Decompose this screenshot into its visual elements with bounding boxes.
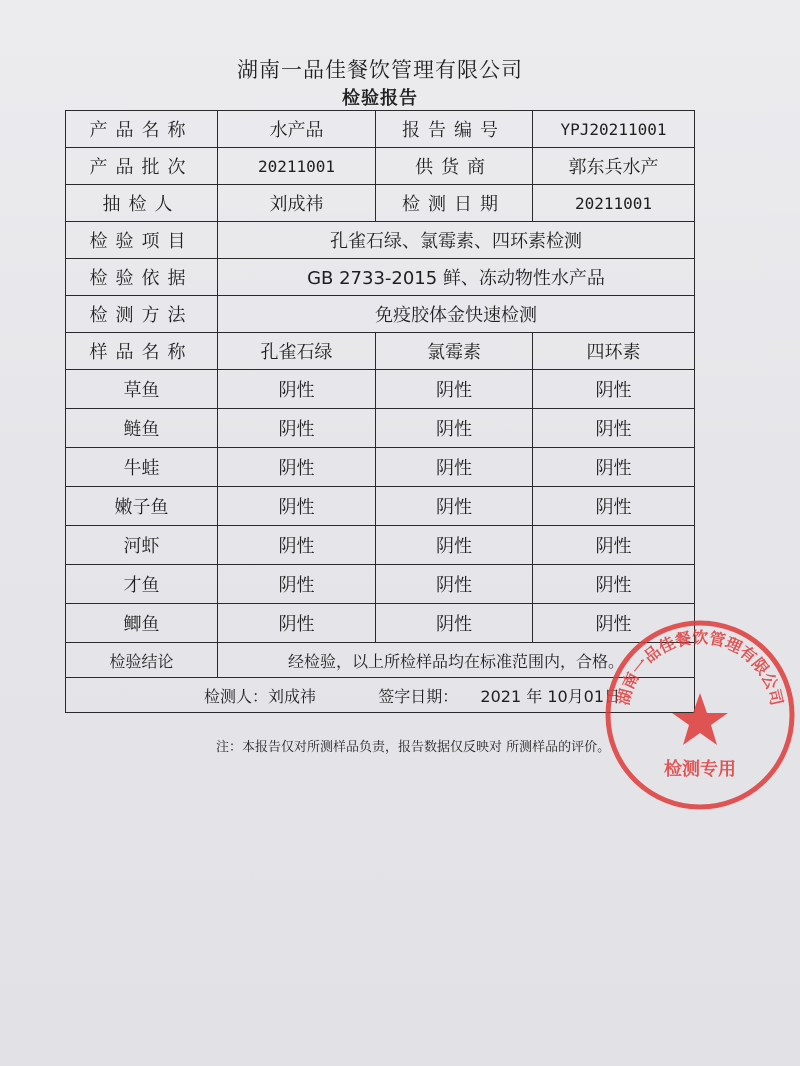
- malachite-green-result: 阴性: [218, 409, 376, 448]
- seal-center-text: 检测专用: [664, 759, 736, 780]
- malachite-green-result: 阴性: [218, 604, 376, 643]
- signature-row: [66, 678, 695, 713]
- sample-name: 才鱼: [66, 565, 218, 604]
- conclusion-label: 检验结论: [66, 643, 218, 678]
- supplier-label: 供货商: [376, 148, 533, 185]
- signature-cell: [66, 678, 695, 713]
- info-row: [66, 148, 695, 185]
- info-row: [66, 222, 695, 259]
- tetracycline-result: 阴性: [533, 526, 695, 565]
- report-no-value: YPJ20211001: [533, 111, 695, 148]
- tetracycline-result: 阴性: [533, 487, 695, 526]
- malachite-green-result: 阴性: [218, 487, 376, 526]
- document-title: 检验报告: [342, 88, 418, 109]
- batch-label: 产品批次: [66, 148, 218, 185]
- malachite-green-result: 阴性: [218, 526, 376, 565]
- inspector-label: 抽检人: [66, 185, 218, 222]
- supplier-value: 郭东兵水产: [533, 148, 695, 185]
- report-note: 注：本报告仅对所测样品负责，报告数据仅反映对 所测样品的评价。: [216, 740, 611, 755]
- malachite-green-result: 阴性: [218, 565, 376, 604]
- table-row: [66, 370, 695, 409]
- chloramphenicol-result: 阴性: [376, 487, 533, 526]
- malachite-green-result: 阴性: [218, 370, 376, 409]
- seal-ring-text: 湖南一品佳餐饮管理有限公司: [613, 627, 787, 708]
- method-value: 免疫胶体金快速检测: [218, 296, 695, 333]
- chloramphenicol-header: 氯霉素: [376, 333, 533, 370]
- test-date-label: 检测日期: [376, 185, 533, 222]
- sign-date-value: 2021 年 10月01日: [480, 686, 621, 706]
- company-name: 湖南一品佳餐饮管理有限公司: [237, 58, 523, 82]
- sample-name-header: 样品名称: [66, 333, 218, 370]
- tetracycline-result: 阴性: [533, 565, 695, 604]
- method-label: 检测方法: [66, 296, 218, 333]
- sign-date-label: 签字日期：: [378, 686, 459, 706]
- inspector-value: 刘成祎: [218, 185, 376, 222]
- results-header-row: [66, 333, 695, 370]
- table-row: [66, 409, 695, 448]
- info-row: [66, 259, 695, 296]
- chloramphenicol-result: 阴性: [376, 604, 533, 643]
- tetracycline-result: 阴性: [533, 370, 695, 409]
- tester-label: 检测人：: [204, 686, 269, 706]
- info-row: [66, 185, 695, 222]
- info-row: [66, 296, 695, 333]
- product-name-label: 产品名称: [66, 111, 218, 148]
- tetracycline-result: 阴性: [533, 604, 695, 643]
- malachite-green-header: 孔雀石绿: [218, 333, 376, 370]
- conclusion-text: 经检验，以上所检样品均在标准范围内，合格。: [218, 643, 695, 678]
- basis-value: GB 2733-2015 鲜、冻动物性水产品: [218, 259, 695, 296]
- items-label: 检验项目: [66, 222, 218, 259]
- tetracycline-header: 四环素: [533, 333, 695, 370]
- malachite-green-result: 阴性: [218, 448, 376, 487]
- tetracycline-result: 阴性: [533, 448, 695, 487]
- table-row: [66, 526, 695, 565]
- batch-value: 20211001: [218, 148, 376, 185]
- items-value: 孔雀石绿、氯霉素、四环素检测: [218, 222, 695, 259]
- sample-name: 牛蛙: [66, 448, 218, 487]
- sample-name: 鲢鱼: [66, 409, 218, 448]
- table-row: [66, 487, 695, 526]
- tetracycline-result: 阴性: [533, 409, 695, 448]
- info-row: [66, 111, 695, 148]
- sample-name: 鲫鱼: [66, 604, 218, 643]
- chloramphenicol-result: 阴性: [376, 565, 533, 604]
- tester-name: 刘成祎: [268, 686, 317, 706]
- chloramphenicol-result: 阴性: [376, 448, 533, 487]
- sample-name: 河虾: [66, 526, 218, 565]
- table-row: [66, 604, 695, 643]
- product-name-value: 水产品: [218, 111, 376, 148]
- chloramphenicol-result: 阴性: [376, 370, 533, 409]
- inspection-table: [65, 110, 695, 713]
- results-body: [66, 370, 695, 643]
- test-date-value: 20211001: [533, 185, 695, 222]
- conclusion-row: [66, 643, 695, 678]
- basis-label: 检验依据: [66, 259, 218, 296]
- report-no-label: 报告编号: [376, 111, 533, 148]
- table-row: [66, 565, 695, 604]
- chloramphenicol-result: 阴性: [376, 409, 533, 448]
- sample-name: 嫩子鱼: [66, 487, 218, 526]
- table-row: [66, 448, 695, 487]
- chloramphenicol-result: 阴性: [376, 526, 533, 565]
- sample-name: 草鱼: [66, 370, 218, 409]
